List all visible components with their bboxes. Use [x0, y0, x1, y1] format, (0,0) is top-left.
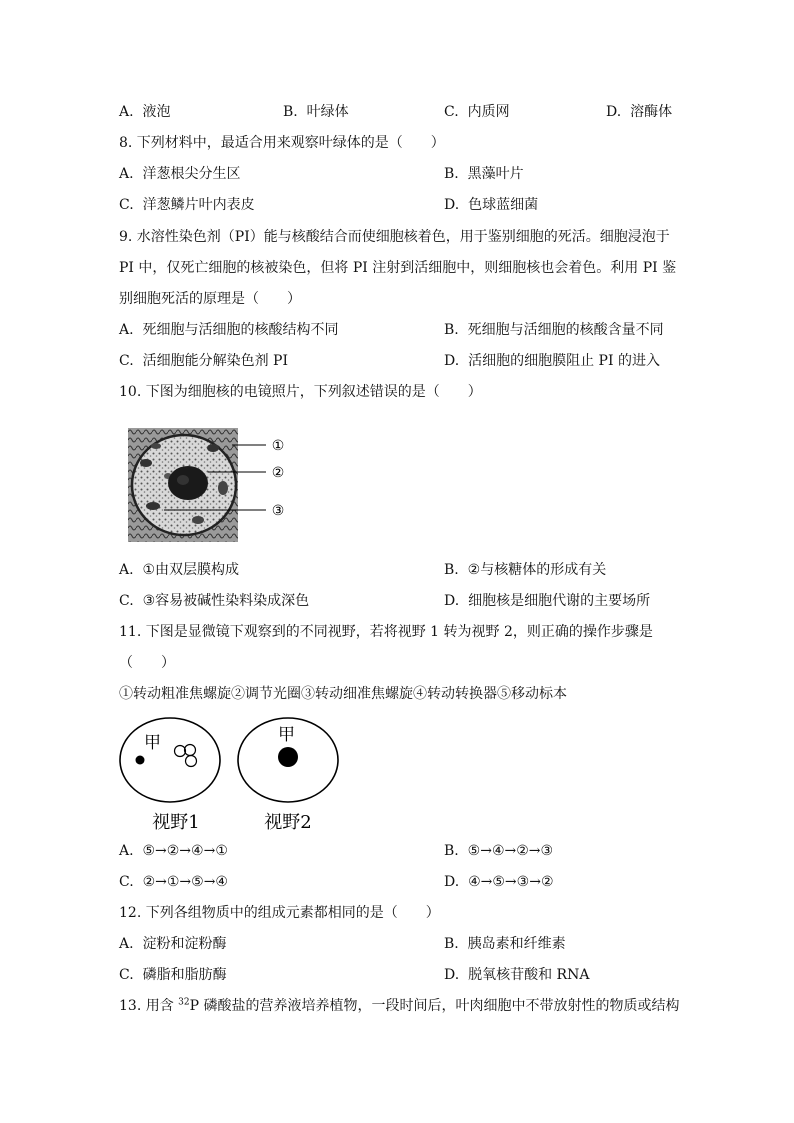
field-2-mark: 甲 — [278, 725, 295, 745]
q10-option-b: B. ②与核糖体的形成有关 — [444, 562, 607, 578]
q8-option-b: B. 黑藻叶片 — [444, 166, 524, 182]
q12-stem: 12. 下列各组物质中的组成元素都相同的是（ ） — [119, 905, 440, 921]
q8-option-a: A. 洋葱根尖分生区 — [119, 166, 241, 182]
nucleolus — [168, 466, 208, 500]
q7-option-c: C. 内质网 — [444, 104, 510, 120]
q9-option-a: A. 死细胞与活细胞的核酸结构不同 — [119, 322, 339, 338]
q12-option-b: B. 胰岛素和纤维素 — [444, 936, 566, 952]
q11-steps: ①转动粗准焦螺旋②调节光圈③转动细准焦螺旋④转动转换器⑤移动标本 — [119, 686, 567, 702]
q9-option-d: D. 活细胞的细胞膜阻止 PI 的进入 — [444, 353, 660, 369]
q8-stem: 8. 下列材料中，最适合用来观察叶绿体的是（ ） — [119, 135, 445, 151]
field-2-caption: 视野2 — [264, 812, 312, 833]
q10-option-d: D. 细胞核是细胞代谢的主要场所 — [444, 593, 651, 609]
q10-option-a: A. ①由双层膜构成 — [119, 562, 240, 578]
nucleus-electron-micrograph — [128, 428, 293, 542]
field-2-dot — [278, 747, 298, 767]
field-1-mark: 甲 — [144, 733, 161, 753]
q10-stem: 10. 下图为细胞核的电镜照片，下列叙述错误的是（ ） — [119, 384, 482, 400]
q7-option-b: B. 叶绿体 — [283, 104, 349, 120]
q11-option-b: B. ⑤→④→②→③ — [444, 843, 554, 859]
q9-option-b: B. 死细胞与活细胞的核酸含量不同 — [444, 322, 664, 338]
q11-option-c: C. ②→①→⑤→④ — [119, 874, 228, 890]
q9-stem-line-2: PI 中，仅死亡细胞的核被染色，但将 PI 注射到活细胞中，则细胞核也会着色。利用 PI 鉴 — [119, 260, 677, 276]
q9-stem-line-3: 别细胞死活的原理是（ ） — [119, 291, 301, 307]
q9-stem-line-1: 9. 水溶性染色剂（PI）能与核酸结合而使细胞核着色，用于鉴别细胞的死活。细胞浸泡于 — [119, 229, 670, 245]
field-1-caption: 视野1 — [152, 812, 200, 833]
q8-option-d: D. 色球蓝细菌 — [444, 197, 539, 213]
q7-option-a: A. 液泡 — [119, 104, 171, 120]
q9-option-c: C. 活细胞能分解染色剂 PI — [119, 353, 288, 369]
microscope-fields-figure — [118, 716, 348, 836]
field-1-circle — [120, 718, 220, 802]
q12-option-c: C. 磷脂和脂肪酶 — [119, 967, 227, 983]
q10-option-c: C. ③容易被碱性染料染成深色 — [119, 593, 310, 609]
q11-stem-line-1: 11. 下图是显微镜下观察到的不同视野，若将视野 1 转为视野 2，则正确的操作步骤是 — [119, 624, 653, 640]
q11-option-d: D. ④→⑤→③→② — [444, 874, 554, 890]
figure-label-2: ② — [271, 465, 285, 481]
q8-option-c: C. 洋葱鳞片叶内表皮 — [119, 197, 255, 213]
q12-option-d: D. 脱氧核苷酸和 RNA — [444, 967, 590, 983]
field-1-dot — [136, 756, 145, 765]
q11-stem-line-2: （ ） — [119, 655, 175, 671]
q7-option-d: D. 溶酶体 — [606, 104, 673, 120]
q11-option-a: A. ⑤→②→④→① — [119, 843, 228, 859]
figure-label-3: ③ — [271, 503, 285, 519]
q12-option-a: A. 淀粉和淀粉酶 — [119, 936, 227, 952]
figure-label-1: ① — [271, 438, 285, 454]
q13-stem: 13. 用含 $^{32}$P 磷酸盐的营养液培养植物，一段时间后，叶肉细胞中不带放射性的物质或结构 — [119, 997, 680, 1014]
